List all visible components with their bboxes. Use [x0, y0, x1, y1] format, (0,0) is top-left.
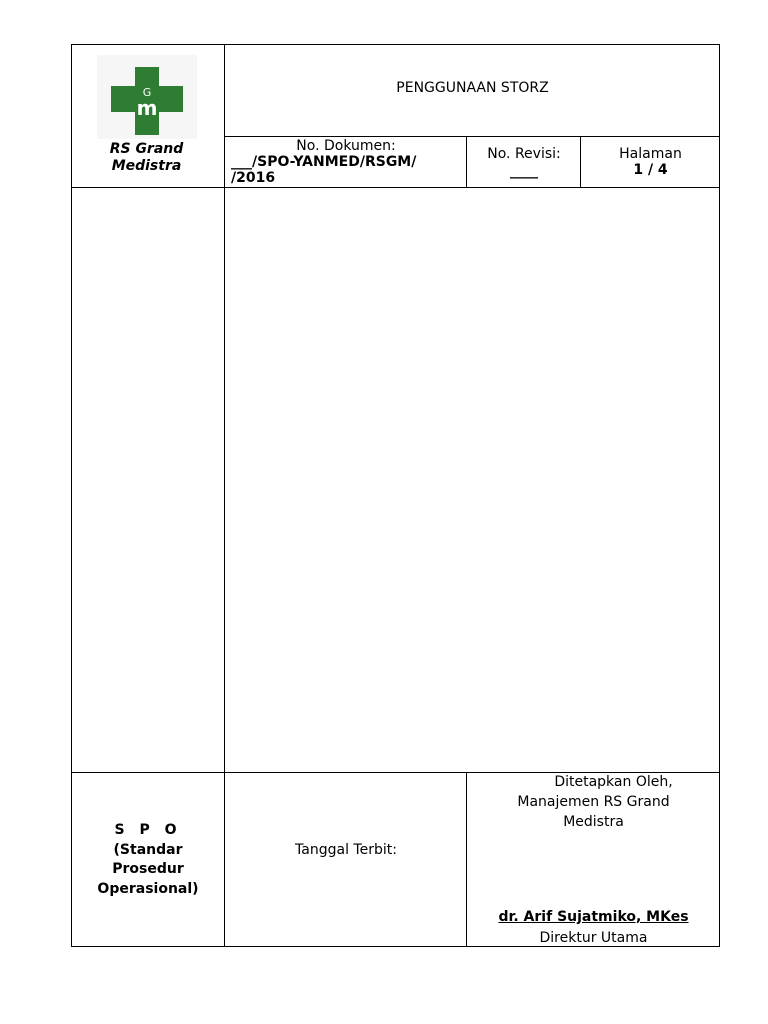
hospital-name: [80, 141, 213, 175]
signer-role: Direktur Utama: [539, 930, 648, 946]
approval-line1: Ditetapkan Oleh,: [554, 774, 673, 790]
hospital-name-line2: Medistra: [111, 158, 182, 174]
hospital-name-line1: RS Grand: [109, 141, 184, 157]
approval-line2: Manajemen RS Grand: [517, 794, 670, 810]
spo-title: S P O: [114, 822, 182, 838]
doc-number-value: [231, 154, 463, 186]
logo-letter-g: G: [142, 86, 152, 99]
spo-line3: Operasional): [97, 880, 199, 897]
revision-value: ____: [510, 163, 538, 179]
revision-label: No. Revisi:: [487, 146, 561, 162]
doc-number-label: No. Dokumen:: [296, 138, 396, 154]
logo-letter-m: m: [136, 96, 158, 120]
hospital-logo: [97, 55, 197, 139]
spo-line2: Prosedur: [112, 861, 184, 877]
issued-date-label: Tanggal Terbit:: [295, 842, 397, 858]
document-title: PENGGUNAAN STORZ: [396, 80, 549, 96]
spo-label-block: [72, 821, 224, 899]
page-label: Halaman: [619, 146, 682, 162]
approval-line3: Medistra: [563, 814, 624, 830]
signer-name: dr. Arif Sujatmiko, MKes: [498, 909, 689, 925]
doc-number-line2: /2016: [231, 170, 276, 186]
approval-block: [468, 772, 719, 832]
green-cross-icon: [97, 55, 197, 139]
spo-line1: (Standar: [113, 841, 183, 858]
page-value: 1 / 4: [633, 162, 668, 178]
doc-number-line1: ___/SPO-YANMED/RSGM/: [231, 154, 417, 170]
